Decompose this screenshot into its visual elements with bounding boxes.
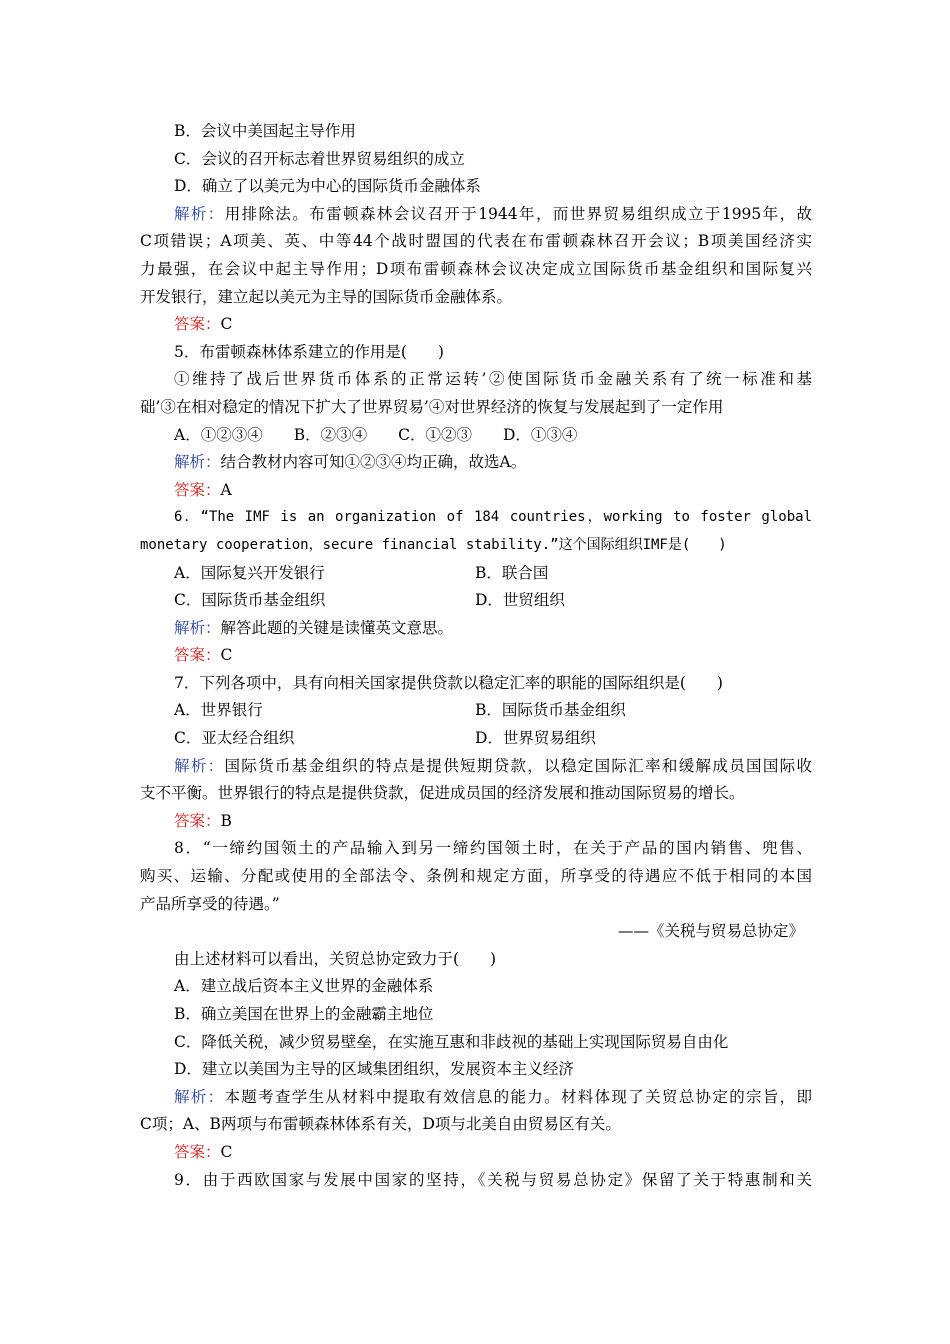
q4-analysis-line-2: C项错误；A项美、英、中等44个战时盟国的代表在布雷顿森林召开会议；B项美国经济实 (140, 232, 812, 251)
q8-stem: 由上述材料可以看出，关贸总协定致力于( ) (174, 949, 497, 968)
q4-option-c: C．会议的召开标志着世界贸易组织的成立 (174, 149, 465, 168)
q6-stem-line-1: 6．“The IMF is an organization of 184 countries，working to foster global (174, 509, 812, 526)
q8-analysis-line-1: 解析：本题考查学生从材料中提取有效信息的能力。材料体现了关贸总协定的宗旨，即 (174, 1087, 812, 1106)
q5-options: A．①②③④ B．②③④ C．①②③ D．①③④ (174, 425, 578, 444)
q8-quote-line-3: 产品所享受的待遇。” (140, 894, 280, 913)
q7-analysis-line-2: 支不平衡。世界银行的特点是提供贷款，促进成员国的经济发展和推动国际贸易的增长。 (140, 784, 745, 803)
document-page (140, 118, 812, 1194)
q5-analysis: 解析：结合教材内容可知①②③④均正确，故选A。 (174, 453, 527, 472)
q7-answer: 答案：B (174, 811, 232, 830)
q7-option-d: D．世界贸易组织 (475, 729, 596, 748)
q8-quote-line-2: 购买、运输、分配或使用的全部法令、条例和规定方面，所享受的待遇应不低于相同的本国 (140, 867, 812, 886)
q7-stem: 7．下列各项中，具有向相关国家提供贷款以稳定汇率的职能的国际组织是( ) (174, 673, 723, 692)
analysis-label: 解析： (174, 618, 221, 637)
q6-option-c: C．国际货币基金组织 (174, 591, 326, 610)
analysis-label: 解析： (174, 453, 221, 472)
q4-option-b: B．会议中美国起主导作用 (174, 122, 356, 140)
q7-option-c: C．亚太经合组织 (174, 729, 295, 748)
q6-option-b: B．联合国 (475, 563, 549, 582)
q7-analysis-line-1: 解析：国际货币基金组织的特点是提供短期贷款，以稳定国际汇率和缓解成员国国际收 (174, 756, 812, 775)
q8-option-d: D．建立以美国为主导的区域集团组织，发展资本主义经济 (174, 1060, 574, 1079)
q6-analysis: 解析：解答此题的关键是读懂英文意思。 (174, 618, 454, 637)
analysis-label: 解析： (174, 204, 225, 223)
q6-stem-line-2: monetary cooperation，secure financial stability.”这个国际组织IMF是( ) (140, 536, 727, 553)
answer-label: 答案： (174, 315, 221, 334)
q5-statement-line-2: 础’③在相对稳定的情况下扩大了世界贸易’④对世界经济的恢复与发展起到了一定作用 (140, 397, 724, 416)
q6-answer: 答案：C (174, 646, 233, 665)
q6-option-a: A．国际复兴开发银行 (174, 563, 325, 582)
q4-analysis-line-3: 力最强，在会议中起主导作用；D项布雷顿森林会议决定成立国际货币基金组织和国际复兴 (140, 259, 812, 278)
q7-options-row-1 (140, 697, 812, 725)
q7-option-b: B．国际货币基金组织 (475, 701, 626, 720)
analysis-label: 解析： (174, 756, 225, 775)
q4-analysis-line-4: 开发银行，建立起以美元为主导的国际货币金融体系。 (140, 287, 513, 306)
q7-options-row-2 (140, 725, 812, 753)
answer-label: 答案： (174, 480, 221, 499)
answer-label: 答案： (174, 811, 221, 830)
q8-option-c: C．降低关税，减少贸易壁垒，在实施互惠和非歧视的基础上实现国际贸易自由化 (174, 1032, 729, 1051)
q6-option-d: D．世贸组织 (475, 591, 565, 610)
q4-option-d: D．确立了以美元为中心的国际货币金融体系 (174, 177, 481, 196)
q9-stem: 9．由于西欧国家与发展中国家的坚持，《关税与贸易总协定》保留了关于特惠制和关 (174, 1170, 812, 1189)
q7-option-a: A．世界银行 (174, 701, 263, 720)
q4-answer: 答案：C (174, 315, 233, 334)
q6-options-row-1 (140, 560, 812, 588)
answer-label: 答案： (174, 1142, 221, 1161)
q5-stem: 5．布雷顿森林体系建立的作用是( ) (174, 342, 444, 361)
q5-statement-line-1: ①维持了战后世界货币体系的正常运转’②使国际货币金融关系有了统一标准和基 (174, 370, 812, 389)
q5-answer: 答案：A (174, 480, 232, 499)
q8-analysis-line-2: C项；A、B两项与布雷顿森林体系有关，D项与北美自由贸易区有关。 (140, 1115, 621, 1134)
q8-source: ——《关税与贸易总协定》 (617, 922, 804, 941)
analysis-label: 解析： (174, 1087, 225, 1106)
q8-answer: 答案：C (174, 1142, 233, 1161)
q8-option-a: A．建立战后资本主义世界的金融体系 (174, 977, 434, 996)
q8-quote-line-1: 8．“一缔约国领土的产品输入到另一缔约国领土时，在关于产品的国内销售、兜售、 (174, 839, 812, 858)
answer-label: 答案： (174, 646, 221, 665)
q6-options-row-2 (140, 587, 812, 615)
q8-option-b: B．确立美国在世界上的金融霸主地位 (174, 1005, 434, 1023)
q4-analysis-line-1: 解析：用排除法。布雷顿森林会议召开于1944年，而世界贸易组织成立于1995年，故 (174, 204, 812, 223)
